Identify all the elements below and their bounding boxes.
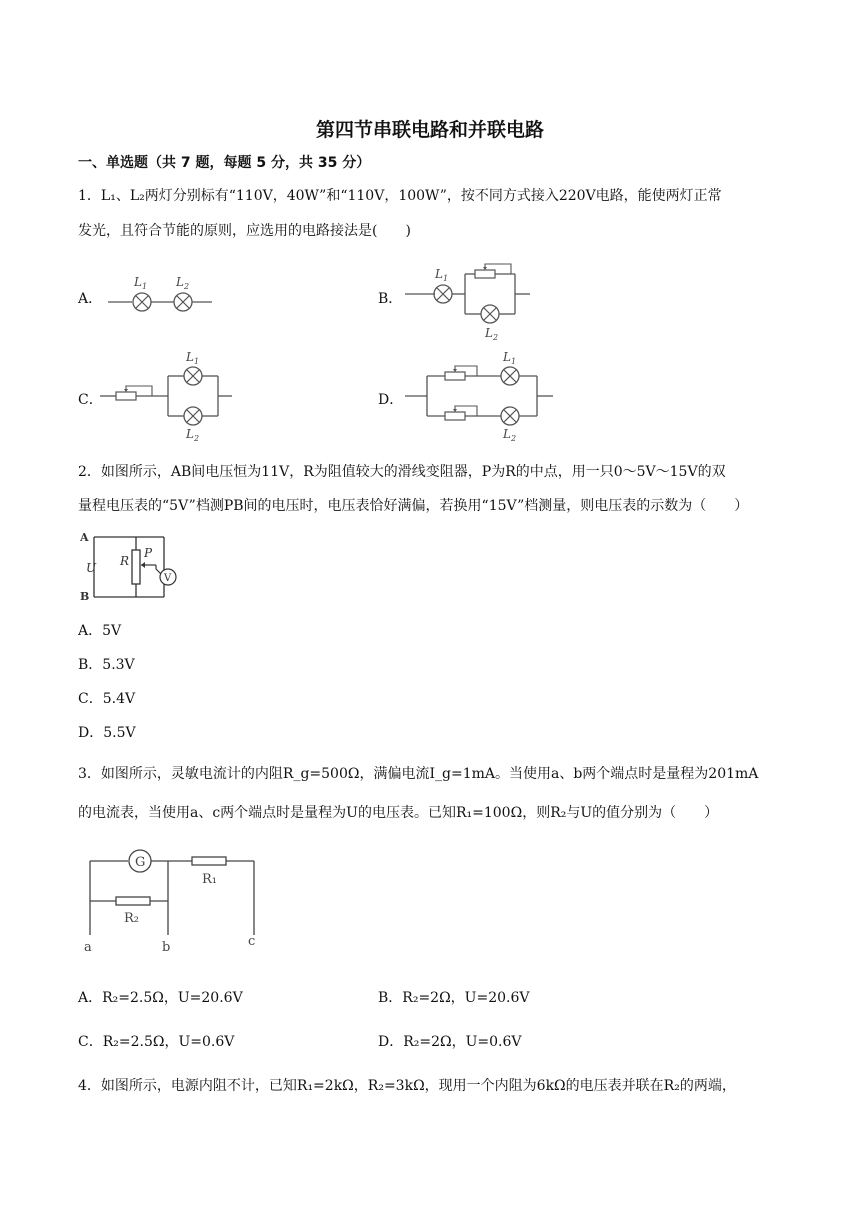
q3-label-c: c [248,934,256,949]
question-3-line-1: 3．如图所示，灵敏电流计的内阻R_g=500Ω，满偏电流I_g=1mA。当使用a、b两个端点时是量程为201mA [78,766,759,782]
q2-label-r: R [120,554,130,568]
svg-text:L2: $L_2$ [176,275,190,291]
q2-option-d[interactable]: D．5.5V [78,725,136,741]
q3-label-r2: R₂ [124,911,139,926]
q3-label-a: a [84,940,92,955]
q3-label-r1: R₁ [202,872,217,887]
q1-circuit-c [100,348,240,443]
svg-text:L2: $L_2$ [503,427,517,443]
q3-circuit [78,845,278,955]
section-heading: 一、单选题（共 7 题，每题 5 分，共 35 分） [78,155,371,171]
q3-option-b[interactable]: B．R₂=2Ω，U=20.6V [378,990,530,1006]
q1-option-a[interactable]: A． [78,291,103,307]
q2-option-c[interactable]: C．5.4V [78,691,136,707]
q1-option-d[interactable]: D． [378,392,404,408]
q2-option-b[interactable]: B．5.3V [78,657,135,673]
q2-circuit [78,527,178,607]
question-2-line-1: 2．如图所示，AB间电压恒为11V，R为阻值较大的滑线变阻器，P为R的中点，用一只0～5V～15V的双 [78,464,726,480]
q1-option-b[interactable]: B． [378,291,403,307]
q2-label-u: U [86,561,97,575]
question-1-line-2: 发光，且符合节能的原则，应选用的电路接法是( ) [78,223,411,239]
q2-label-p: P [144,546,153,560]
q2-label-a: A [80,531,89,544]
page-title: 第四节串联电路和并联电路 [315,119,544,141]
svg-text:L1: $L_1$ [186,350,200,366]
svg-text:L2: $L_2$ [485,326,499,342]
q3-option-c[interactable]: C．R₂=2.5Ω，U=0.6V [78,1034,235,1050]
question-3-line-2: 的电流表，当使用a、c两个端点时是量程为U的电压表。已知R₁=100Ω，则R₂与U的值分别为（ ） [78,805,719,821]
q3-label-b: b [162,940,171,955]
svg-text:L2: $L_2$ [186,427,200,443]
q1-circuit-b [405,262,535,342]
q3-option-d[interactable]: D．R₂=2Ω，U=0.6V [378,1034,522,1050]
q2-label-b: B [80,590,90,603]
q2-option-a[interactable]: A．5V [78,623,122,639]
question-2-line-2: 量程电压表的“5V”档测PB间的电压时，电压表恰好满偏，若换用“15V”档测量，则电压表的示数为（ ） [78,498,749,514]
svg-text:L1: $L_1$ [435,267,449,283]
q3-label-g: G [135,855,146,870]
q1-circuit-d [405,348,565,443]
q2-voltmeter-label: V [164,573,172,584]
question-4-line-1: 4．如图所示，电源内阻不计，已知R₁=2kΩ，R₂=3kΩ，现用一个内阻为6kΩ的电压表并联在R₂的两端， [78,1078,736,1094]
svg-text:L1: $L_1$ [503,350,517,366]
svg-text:L1: $L_1$ [134,275,148,291]
q1-circuit-a [108,272,218,317]
q3-option-a[interactable]: A．R₂=2.5Ω，U=20.6V [78,990,243,1006]
question-1-line-1: 1．L₁、L₂两灯分别标有“110V，40W”和“110V，100W”，按不同方式接入220V电路，能使两灯正常 [78,188,722,204]
q1-option-c[interactable]: C． [78,392,103,408]
